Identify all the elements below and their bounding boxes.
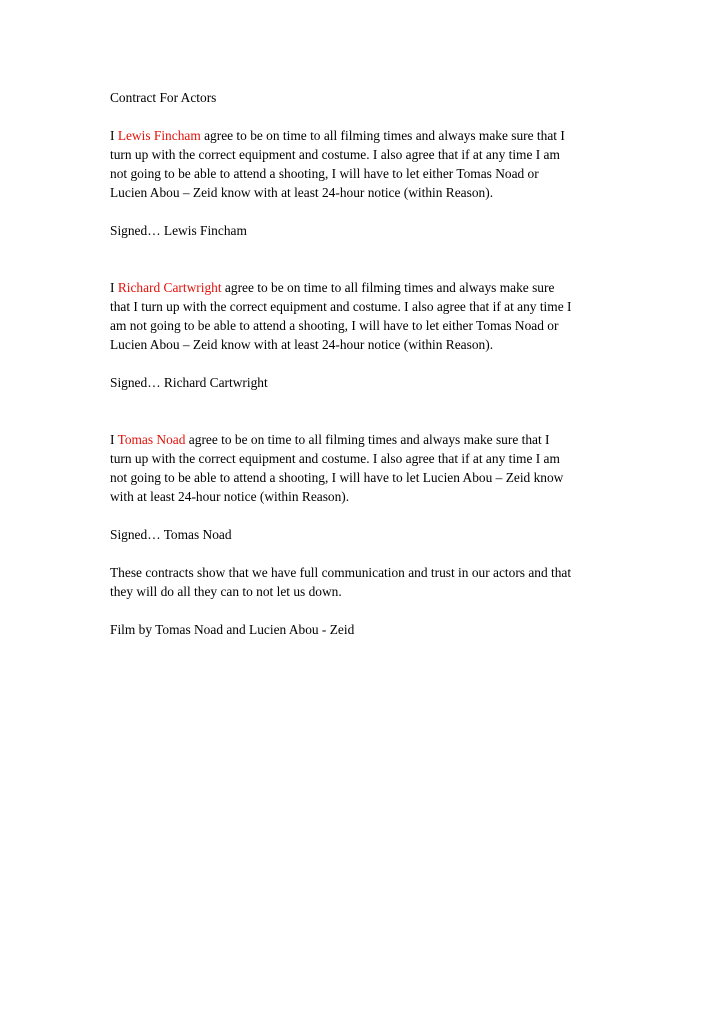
spacer [110,506,630,525]
contract-prefix: I [110,128,118,143]
contract-line: not going to be able to attend a shooting, I will have to let Lucien Abou – Zeid know [110,470,564,485]
contract-line: Lucien Abou – Zeid know with at least 24-hour notice (within Reason). [110,337,494,352]
contract-text: agree to be on time to all filming times and always make sure that I [185,432,550,447]
spacer [110,202,630,221]
summary-line: they will do all they can to not let us down. [110,584,342,599]
spacer [110,354,630,373]
contract-prefix: I [110,432,118,447]
contract-text: agree to be on time to all filming times and always make sure that I [200,128,565,143]
signature-line: Signed… Tomas Noad [110,527,232,542]
actor-name-highlight: Lewis Fincham [117,128,201,143]
contract-text: agree to be on time to all filming times and always make sure [221,280,555,295]
contract-line: with at least 24-hour notice (within Reason). [110,489,350,504]
spacer [110,544,630,563]
summary-line: These contracts show that we have full communication and trust in our actors and that [110,565,572,580]
actor-name-highlight: Tomas Noad [117,432,186,447]
contract-paragraph-lewis [110,126,630,202]
contract-line [110,430,630,449]
contract-line [110,126,630,145]
signature-line: Signed… Richard Cartwright [110,375,268,390]
contract-line: am not going to be able to attend a shooting, I will have to let either Tomas Noad or [110,318,559,333]
summary-paragraph [110,563,630,601]
contract-paragraph-richard [110,278,630,354]
contract-line [110,278,630,297]
spacer [110,392,630,430]
contract-line: that I turn up with the correct equipment and costume. I also agree that if at any time I [110,299,572,314]
document-page [110,88,630,639]
film-credit: Film by Tomas Noad and Lucien Abou - Zeid [110,622,355,637]
actor-name-highlight: Richard Cartwright [117,280,222,295]
contract-prefix: I [110,280,118,295]
document-title: Contract For Actors [110,90,217,105]
contract-line: turn up with the correct equipment and costume. I also agree that if at any time I am [110,147,560,162]
contract-line: turn up with the correct equipment and costume. I also agree that if at any time I am [110,451,560,466]
spacer [110,601,630,620]
contract-line: Lucien Abou – Zeid know with at least 24-hour notice (within Reason). [110,185,494,200]
signature-line: Signed… Lewis Fincham [110,223,247,238]
spacer [110,240,630,278]
contract-paragraph-tomas [110,430,630,506]
contract-line: not going to be able to attend a shooting, I will have to let either Tomas Noad or [110,166,539,181]
